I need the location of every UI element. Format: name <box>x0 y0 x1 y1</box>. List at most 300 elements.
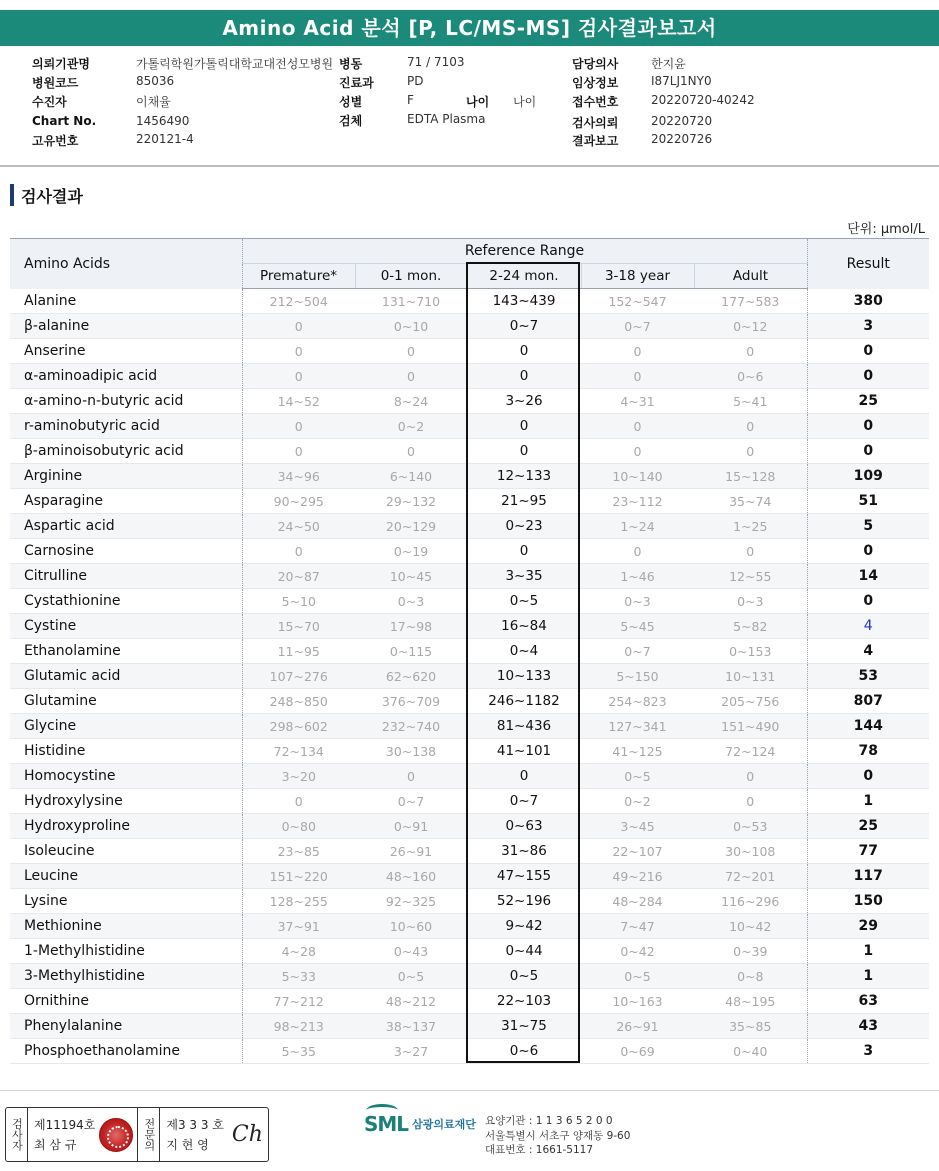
result-cell: 3 <box>807 314 929 339</box>
amino-acid-name: Glycine <box>10 714 242 739</box>
info-value-age: 나이 <box>513 95 537 109</box>
info-label: 담당의사 <box>572 57 619 71</box>
amino-acid-name: Homocystine <box>10 764 242 789</box>
info-label-sex: 성별 <box>339 95 363 109</box>
reference-range-cell: 205~756 <box>721 693 780 709</box>
reference-range-cell: 10~163 <box>612 993 663 1009</box>
info-label-age: 나이 <box>466 95 490 109</box>
info-value: 1456490 <box>136 114 190 128</box>
reference-range-cell: 48~195 <box>725 993 776 1009</box>
reference-range-cell: 30~108 <box>725 843 776 859</box>
reference-range-cell: 0 <box>355 764 467 789</box>
reference-range-cell: 298~602 <box>242 714 355 739</box>
info-value-sex: F <box>407 93 414 107</box>
reference-range-cell: 34~96 <box>242 464 355 489</box>
reference-range-cell: 246~1182 <box>488 693 560 709</box>
reference-range-cell: 31~75 <box>467 1014 581 1039</box>
reference-range-cell: 10~140 <box>581 464 694 489</box>
result-cell: 29 <box>807 914 929 939</box>
reference-range-cell: 128~255 <box>242 889 355 914</box>
reference-range-cell: 22~103 <box>496 993 552 1009</box>
reference-range-cell: 0~39 <box>733 943 768 959</box>
reference-range-cell: 38~137 <box>355 1014 467 1039</box>
reference-range-cell: 0~5 <box>581 964 694 989</box>
reference-range-cell: 15~70 <box>242 614 355 639</box>
result-cell: 144 <box>807 714 929 739</box>
reference-range-cell: 5~10 <box>242 589 355 614</box>
info-label-specimen: 검체 <box>339 114 363 128</box>
amino-acid-name: Lysine <box>24 893 68 909</box>
table-row <box>10 939 929 964</box>
info-value: 20220726 <box>651 132 713 146</box>
reference-range-cell: 48~284 <box>612 893 663 909</box>
table-row <box>10 739 929 764</box>
reference-range-cell: 23~85 <box>242 839 355 864</box>
amino-acid-name: Ornithine <box>24 993 90 1009</box>
reference-range-cell: 0 <box>242 364 355 389</box>
table-row <box>10 364 929 389</box>
info-value: 가톨릭학원가톨릭대학교대전성모병원 <box>136 57 334 71</box>
result-cell: 807 <box>807 689 929 714</box>
result-cell: 1 <box>807 964 929 989</box>
reference-range-cell: 0~7 <box>397 793 425 809</box>
reference-range-cell: 151~490 <box>694 714 807 739</box>
amino-acid-name: Citrulline <box>10 564 242 589</box>
reference-range-cell: 12~133 <box>467 464 581 489</box>
table-row <box>10 889 929 914</box>
lab-info <box>485 1114 630 1158</box>
result-cell: 4 <box>807 639 929 664</box>
amino-acid-name: Anserine <box>24 343 86 359</box>
result-cell: 43 <box>807 1014 929 1039</box>
result-cell: 25 <box>807 389 929 414</box>
reference-range-cell: 4~31 <box>620 393 655 409</box>
amino-acid-name: β-aminoisobutyric acid <box>24 443 184 459</box>
amino-acid-name: Aspartic acid <box>10 514 242 539</box>
reference-range-cell: 98~213 <box>242 1014 355 1039</box>
table-row <box>10 514 929 539</box>
reference-range-cell: 0~7 <box>624 643 651 659</box>
table-row <box>10 839 929 864</box>
reference-range-cell: 0 <box>694 764 807 789</box>
reference-range-cell: 72~201 <box>694 864 807 889</box>
reference-range-cell: 1~25 <box>694 514 807 539</box>
table-row <box>10 714 929 739</box>
table-row <box>10 864 929 889</box>
info-label: 임상정보 <box>572 76 619 90</box>
info-value: 20220720 <box>651 114 713 128</box>
inspector-cell <box>28 1108 95 1161</box>
amino-acid-name: r-aminobutyric acid <box>10 414 242 439</box>
reference-range-cell: 0 <box>242 789 355 814</box>
reference-range-cell: 4~28 <box>242 939 355 964</box>
reference-range-cell: 1~46 <box>581 564 694 589</box>
amino-acid-name: Asparagine <box>24 493 103 509</box>
amino-acid-name: 1-Methylhistidine <box>24 943 145 959</box>
report-title: Amino Acid 분석 [P, LC/MS-MS] 검사결과보고서 <box>0 10 939 46</box>
result-cell: 4 <box>807 614 929 639</box>
table-row <box>10 589 929 614</box>
table-row <box>10 464 929 489</box>
info-value: 이채율 <box>136 95 171 109</box>
reference-range-cell: 0 <box>242 339 355 364</box>
reference-range-cell: 0 <box>467 764 581 789</box>
reference-range-cell: 0 <box>407 443 415 459</box>
info-label: 결과보고 <box>572 134 619 148</box>
patient-info <box>32 55 912 155</box>
reference-range-cell: 0~43 <box>393 943 429 959</box>
table-row <box>10 639 929 664</box>
reference-range-cell: 0~8 <box>694 964 807 989</box>
reference-range-cell: 7~47 <box>581 914 694 939</box>
amino-acid-name: Isoleucine <box>24 843 95 859</box>
reference-range-cell: 254~823 <box>608 693 667 709</box>
unit-label: 단위: μmol/L <box>847 222 925 237</box>
signature: Ch <box>231 1122 263 1147</box>
result-cell: 63 <box>807 989 929 1014</box>
result-cell: 25 <box>807 814 929 839</box>
reference-range-cell: 5~41 <box>733 393 768 409</box>
reference-range-cell: 23~112 <box>612 493 663 509</box>
reference-range-cell: 10~131 <box>694 664 807 689</box>
reference-range-cell: 41~125 <box>612 743 663 759</box>
specialist-cell <box>160 1108 224 1161</box>
sml-logo <box>364 1112 476 1136</box>
amino-acid-name: Alanine <box>24 292 77 309</box>
table-row <box>10 989 929 1014</box>
reference-range-cell: 0~3 <box>737 593 764 609</box>
amino-acid-name: α-amino-n-butyric acid <box>24 393 184 409</box>
amino-acid-name: Cystine <box>10 614 242 639</box>
reference-range-cell: 1~24 <box>581 514 694 539</box>
reference-range-cell: 3~26 <box>505 393 543 409</box>
reference-range-cell: 72~124 <box>725 743 776 759</box>
info-label: 고유번호 <box>32 134 79 148</box>
reference-range-cell: 22~107 <box>612 843 663 859</box>
reference-range-cell: 0 <box>242 539 355 564</box>
reference-range-cell: 0~23 <box>467 514 581 539</box>
amino-acid-name: α-aminoadipic acid <box>10 364 242 389</box>
reference-range-cell: 0 <box>746 343 755 359</box>
amino-acid-name: 3-Methylhistidine <box>10 964 242 989</box>
result-cell: 1 <box>807 789 929 814</box>
result-cell: 78 <box>807 739 929 764</box>
info-label: 병원코드 <box>32 76 79 90</box>
info-value: 한지윤 <box>651 57 686 71</box>
result-cell: 0 <box>807 339 929 364</box>
result-cell: 14 <box>807 564 929 589</box>
info-label: 수진자 <box>32 95 67 109</box>
lab-address: 서울특별시 서초구 양재동 9-60 <box>485 1129 631 1142</box>
result-cell: 0 <box>807 539 929 564</box>
table-row <box>10 414 929 439</box>
info-label: Chart No. <box>32 114 97 128</box>
reference-range-cell: 5~82 <box>694 614 807 639</box>
reference-range-cell: 21~95 <box>501 493 547 509</box>
info-value-specimen: EDTA Plasma <box>407 112 486 126</box>
amino-acid-name: Methionine <box>10 914 242 939</box>
reference-range-cell: 14~52 <box>242 389 355 414</box>
info-value-ward: 71 / 7103 <box>407 55 465 69</box>
reference-range-cell: 26~91 <box>581 1014 694 1039</box>
result-cell: 0 <box>807 764 929 789</box>
reference-range-cell: 0~63 <box>467 814 581 839</box>
reference-range-cell: 0~12 <box>694 314 807 339</box>
reference-range-cell: 0~3 <box>397 593 425 609</box>
reference-range-cell: 49~216 <box>581 864 694 889</box>
info-label: 접수번호 <box>572 95 619 109</box>
table-row <box>10 1039 929 1064</box>
amino-acid-name: Leucine <box>10 864 242 889</box>
reference-range-cell: 0 <box>519 343 529 359</box>
result-cell: 0 <box>807 589 929 614</box>
signature-box <box>5 1107 269 1162</box>
reference-range-cell: 152~547 <box>608 293 667 309</box>
reference-range-cell: 17~98 <box>355 614 467 639</box>
reference-range-cell: 10~60 <box>355 914 467 939</box>
info-value: 85036 <box>136 74 175 88</box>
result-cell: 1 <box>807 939 929 964</box>
reference-range-cell: 48~212 <box>385 993 437 1009</box>
reference-range-cell: 0~6 <box>509 1043 539 1059</box>
info-label: 의뢰기관명 <box>32 57 90 71</box>
reference-range-cell: 10~45 <box>355 564 467 589</box>
reference-range-cell: 0~69 <box>620 1043 655 1059</box>
reference-range-cell: 0~19 <box>393 543 429 559</box>
reference-range-cell: 72~134 <box>242 739 355 764</box>
reference-range-cell: 0~80 <box>242 814 355 839</box>
reference-range-cell: 0~7 <box>509 793 539 809</box>
result-cell: 109 <box>807 464 929 489</box>
reference-range-cell: 0 <box>633 443 642 459</box>
inspector-license: 제11194호 <box>34 1117 96 1132</box>
reference-range-cell: 0~2 <box>355 414 467 439</box>
reference-range-cell: 143~439 <box>492 293 556 309</box>
sml-org-name: 삼광의료재단 <box>412 1118 476 1131</box>
reference-range-cell: 0~7 <box>467 314 581 339</box>
reference-range-cell: 0 <box>746 793 755 809</box>
reference-range-cell: 131~710 <box>381 293 441 309</box>
result-cell: 77 <box>807 839 929 864</box>
reference-range-cell: 26~91 <box>389 843 433 859</box>
table-row <box>10 389 929 414</box>
reference-range-cell: 9~42 <box>467 914 581 939</box>
amino-acid-table <box>10 238 929 1064</box>
reference-range-cell: 0~40 <box>733 1043 768 1059</box>
reference-range-cell: 0 <box>746 543 755 559</box>
reference-range-cell: 20~87 <box>242 564 355 589</box>
amino-acid-name: Glutamine <box>24 693 97 709</box>
result-cell: 5 <box>807 514 929 539</box>
reference-range-cell: 24~50 <box>242 514 355 539</box>
reference-range-cell: 62~620 <box>355 664 467 689</box>
result-header: Result <box>807 239 929 289</box>
table-row <box>10 314 929 339</box>
reference-range-cell: 0 <box>242 314 355 339</box>
reference-range-cell: 0~10 <box>355 314 467 339</box>
range-col-header: 2-24 mon. <box>467 264 581 289</box>
reference-range-cell: 0 <box>519 443 529 459</box>
reference-range-cell: 30~138 <box>385 743 437 759</box>
section-title <box>10 183 83 207</box>
result-cell: 150 <box>807 889 929 914</box>
info-value: 220121-4 <box>136 132 194 146</box>
amino-acids-header: Amino Acids <box>10 239 242 289</box>
reference-range-cell: 35~74 <box>729 493 772 509</box>
result-cell: 3 <box>807 1039 929 1064</box>
reference-range-cell: 0~5 <box>581 764 694 789</box>
table-row <box>10 814 929 839</box>
reference-range-cell: 0~3 <box>624 593 651 609</box>
reference-range-cell: 0 <box>581 364 694 389</box>
reference-range-cell: 37~91 <box>242 914 355 939</box>
reference-range-cell: 0~6 <box>694 364 807 389</box>
reference-range-cell: 77~212 <box>242 989 355 1014</box>
table-row <box>10 964 929 989</box>
reference-range-cell: 0 <box>242 414 355 439</box>
reference-range-cell: 16~84 <box>467 614 581 639</box>
result-cell: 53 <box>807 664 929 689</box>
amino-acid-name: β-alanine <box>10 314 242 339</box>
reference-range-cell: 0~5 <box>355 964 467 989</box>
table-row <box>10 539 929 564</box>
reference-range-cell: 0 <box>633 543 642 559</box>
info-value-dept: PD <box>407 74 424 88</box>
reference-range-cell: 0~7 <box>581 314 694 339</box>
table-row <box>10 564 929 589</box>
section-title-text: 검사결과 <box>21 186 83 206</box>
reference-range-cell: 127~341 <box>581 714 694 739</box>
reference-range-cell: 35~85 <box>694 1014 807 1039</box>
table-row <box>10 339 929 364</box>
reference-range-cell: 12~55 <box>694 564 807 589</box>
reference-range-cell: 10~42 <box>694 914 807 939</box>
range-col-header: 0-1 mon. <box>355 264 467 289</box>
reference-range-cell: 20~129 <box>355 514 467 539</box>
specialist-license: 제3 3 3 호 <box>166 1117 224 1132</box>
reference-range-cell: 10~133 <box>467 664 581 689</box>
reference-range-cell: 0 <box>581 414 694 439</box>
reference-range-cell: 0~2 <box>624 793 651 809</box>
reference-range-cell: 0 <box>694 414 807 439</box>
reference-range-cell: 5~35 <box>242 1039 355 1064</box>
lab-phone: 대표번호 : 1661-5117 <box>485 1144 594 1156</box>
reference-range-cell: 0~4 <box>509 643 539 659</box>
reference-range-cell: 177~583 <box>721 293 780 309</box>
info-value: 20220720-40242 <box>651 93 755 107</box>
reference-range-cell: 0~53 <box>694 814 807 839</box>
reference-range-cell: 0 <box>355 364 467 389</box>
reference-range-cell: 0 <box>519 543 529 559</box>
result-cell: 0 <box>807 414 929 439</box>
reference-range-cell: 11~95 <box>242 639 355 664</box>
reference-range-cell: 248~850 <box>242 689 355 714</box>
info-label-dept: 진료과 <box>339 76 374 90</box>
reference-range-cell: 0~42 <box>620 943 655 959</box>
result-cell: 0 <box>807 364 929 389</box>
inspector-label: 검사자 <box>6 1108 28 1161</box>
reference-range-cell: 0~5 <box>509 593 539 609</box>
reference-range-cell: 3~35 <box>467 564 581 589</box>
table-row <box>10 689 929 714</box>
range-col-header: Adult <box>694 264 807 289</box>
reference-range-cell: 0 <box>467 414 581 439</box>
reference-range-cell: 212~504 <box>242 289 355 314</box>
reference-range-cell: 3~27 <box>393 1043 429 1059</box>
info-value: I87LJ1NY0 <box>651 74 712 88</box>
amino-acid-name: Carnosine <box>24 543 94 559</box>
table-row <box>10 1014 929 1039</box>
reference-range-cell: 48~160 <box>355 864 467 889</box>
result-cell: 0 <box>807 439 929 464</box>
reference-range-cell: 52~196 <box>496 893 552 909</box>
reference-range-cell: 90~295 <box>242 489 355 514</box>
reference-range-cell: 0 <box>633 343 642 359</box>
lab-code: 요양기관 : 1 1 3 6 5 2 0 0 <box>485 1115 613 1127</box>
reference-range-cell: 5~150 <box>581 664 694 689</box>
reference-range-cell: 3~45 <box>581 814 694 839</box>
header-divider <box>0 165 939 167</box>
reference-range-cell: 29~132 <box>385 493 437 509</box>
reference-range-cell: 3~20 <box>242 764 355 789</box>
reference-range-cell: 232~740 <box>355 714 467 739</box>
specialist-label: 전문의 <box>138 1108 160 1161</box>
table-row <box>10 614 929 639</box>
amino-acid-name: Hydroxyproline <box>10 814 242 839</box>
reference-range-cell: 92~325 <box>385 893 437 909</box>
reference-range-cell: 107~276 <box>242 664 355 689</box>
reference-range-cell: 31~86 <box>501 843 547 859</box>
table-row <box>10 664 929 689</box>
reference-range-cell: 8~24 <box>393 393 429 409</box>
amino-acid-name: Glutamic acid <box>10 664 242 689</box>
table-row <box>10 764 929 789</box>
amino-acid-name: Arginine <box>10 464 242 489</box>
info-label: 검사의뢰 <box>572 116 619 130</box>
sml-logo-text: SML <box>364 1112 409 1136</box>
reference-range-cell: 151~220 <box>242 864 355 889</box>
reference-range-cell: 0~153 <box>729 643 772 659</box>
reference-range-header: Reference Range <box>242 239 807 264</box>
reference-range-cell: 0 <box>746 443 755 459</box>
result-cell: 51 <box>807 489 929 514</box>
table-row <box>10 289 929 314</box>
reference-range-cell: 5~45 <box>581 614 694 639</box>
range-col-header: Premature* <box>242 264 355 289</box>
amino-acid-name: Histidine <box>24 743 86 759</box>
result-cell: 117 <box>807 864 929 889</box>
reference-range-cell: 5~33 <box>242 964 355 989</box>
reference-range-cell: 376~709 <box>381 693 441 709</box>
reference-range-cell: 15~128 <box>694 464 807 489</box>
amino-acid-name: Cystathionine <box>24 593 121 609</box>
reference-range-cell: 0 <box>467 364 581 389</box>
reference-range-cell: 116~296 <box>721 893 780 909</box>
reference-range-cell: 47~155 <box>467 864 581 889</box>
result-cell: 380 <box>807 289 929 314</box>
reference-range-cell: 0 <box>407 343 415 359</box>
range-col-header: 3-18 year <box>581 264 694 289</box>
amino-acid-name: Phenylalanine <box>10 1014 242 1039</box>
inspector-name: 최 삼 규 <box>34 1137 77 1152</box>
specialist-name: 지 현 영 <box>166 1137 209 1152</box>
seal-stamp-icon <box>99 1118 133 1152</box>
table-row <box>10 789 929 814</box>
reference-range-cell: 0~44 <box>505 943 543 959</box>
table-row <box>10 439 929 464</box>
reference-range-cell: 81~436 <box>467 714 581 739</box>
section-mark <box>10 184 14 206</box>
